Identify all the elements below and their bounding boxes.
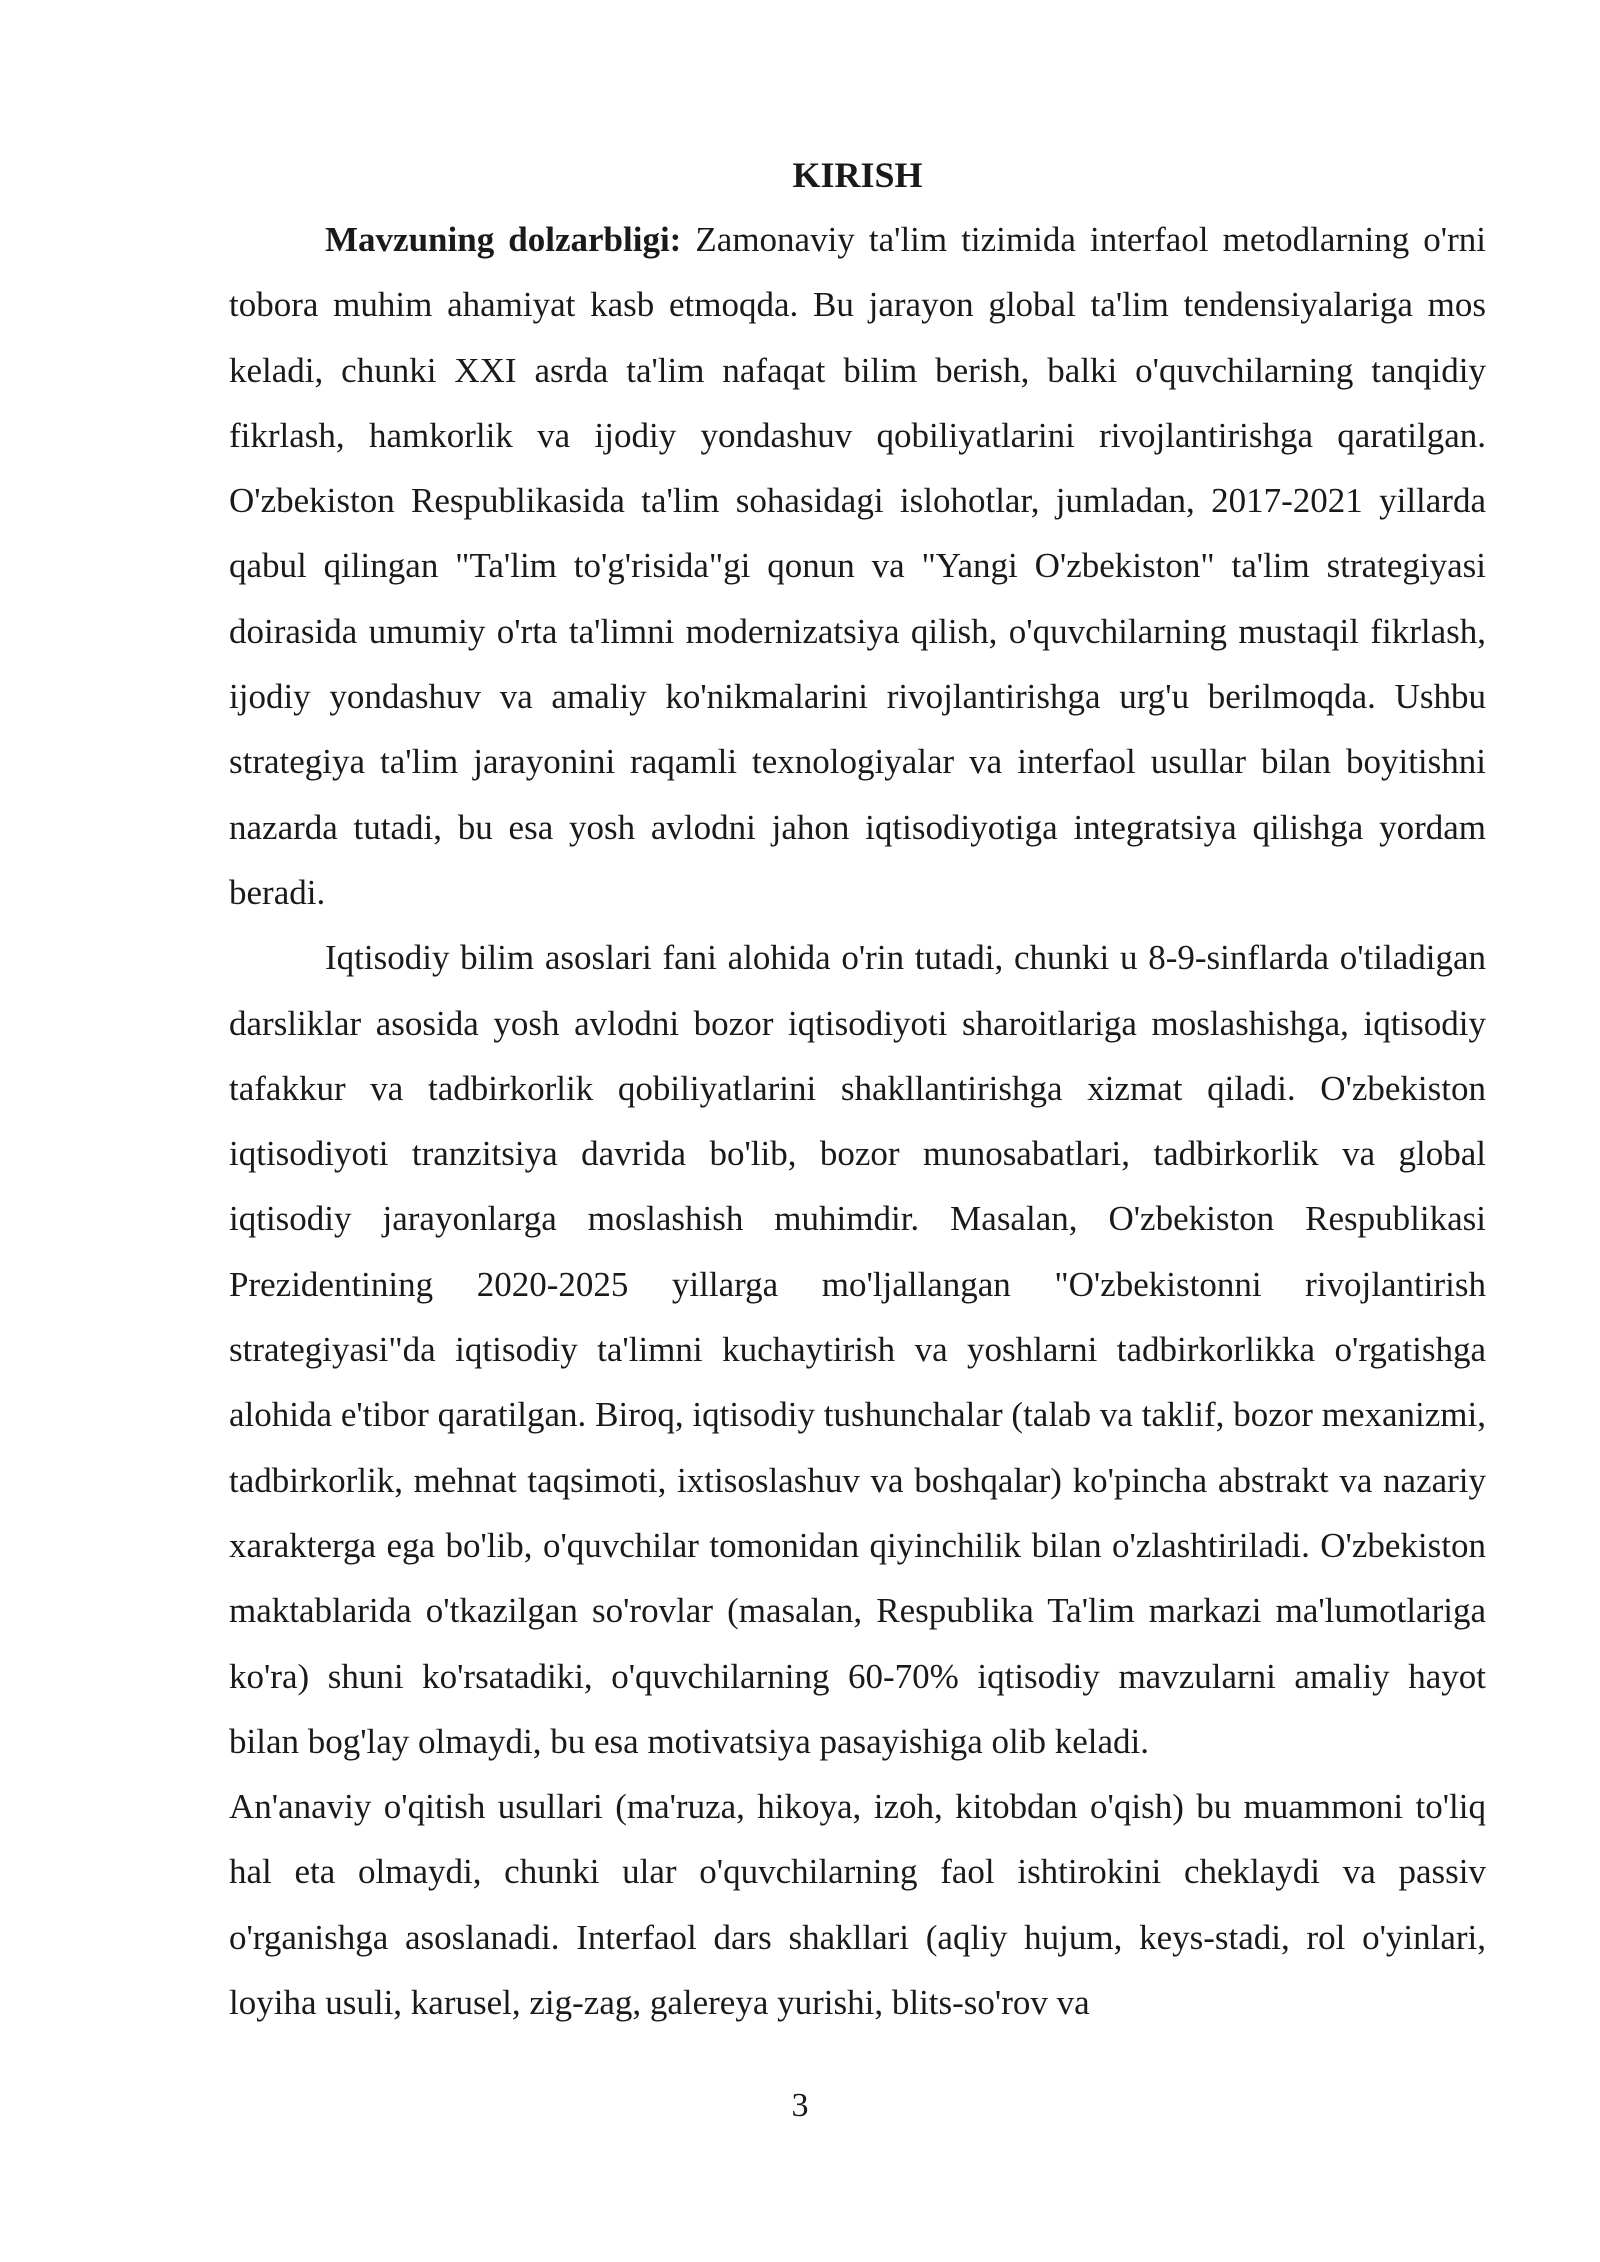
- paragraph-traditional-methods: An'anaviy o'qitish usullari (ma'ruza, hikoya, izoh, kitobdan o'qish) bu muammoni to'liq hal eta olmaydi, chunki ular o'quvchilarning faol ishtirokini cheklaydi va passiv o'rganishga asoslanadi. Interfaol dars shakllari (aqliy hujum, keys-stadi, rol o'yinlari, loyiha usuli, karusel, zig-zag, galereya yurishi, blits-so'rov va: [229, 1787, 1486, 2023]
- page-body: [229, 148, 1486, 2035]
- paragraph-economics: Iqtisodiy bilim asoslari fani alohida o'rin tutadi, chunki u 8-9-sinflarda o'tiladigan darsliklar asosida yosh avlodni bozor iqtisodiyoti sharoitlariga moslashishga, iqtisodiy tafakkur va tadbirkorlik qobiliyatlarini shakllantirishga xizmat qiladi. O'zbekiston iqtisodiyoti tranzitsiya davrida bo'lib, bozor munosabatlari, tadbirkorlik va global iqtisodiy jarayonlarga moslashish muhimdir. Masalan, O'zbekiston Respublikasi Prezidentining 2020-2025 yillarga mo'ljallangan "O'zbekistonni rivojlantirish strategiyasi"da iqtisodiy ta'limni kuchaytirish va yoshlarni tadbirkorlikka o'rgatishga alohida e'tibor qaratilgan. Biroq, iqtisodiy tushunchalar (talab va taklif, bozor mexanizmi, tadbirkorlik, mehnat taqsimoti, ixtisoslashuv va boshqalar) ko'pincha abstrakt va nazariy xarakterga ega bo'lib, o'quvchilar tomonidan qiyinchilik bilan o'zlashtiriladi. O'zbekiston maktablarida o'tkazilgan so'rovlar (masalan, Respublika Ta'lim markazi ma'lumotlariga ko'ra) shuni ko'rsatadiki, o'quvchilarning 60-70% iqtisodiy mavzularni amaliy hayot bilan bog'lay olmaydi, bu esa motivatsiya pasayishiga olib keladi.: [229, 938, 1486, 1761]
- paragraph-text: Zamonaviy ta'lim tizimida interfaol metodlarning o'rni tobora muhim ahamiyat kasb etmoqda. Bu jarayon global ta'lim tendensiyalariga mos keladi, chunki XXI asrda ta'lim nafaqat bilim berish, balki o'quvchilarning tanqidiy fikrlash, hamkorlik va ijodiy yondashuv qobiliyatlarini rivojlantirishga qaratilgan. O'zbekiston Respublikasida ta'lim sohasidagi islohotlar, jumladan, 2017-2021 yillarda qabul qilingan "Ta'lim to'g'risida"gi qonun va "Yangi O'zbekiston" ta'lim strategiyasi doirasida umumiy o'rta ta'limni modernizatsiya qilish, o'quvchilarning mustaqil fikrlash, ijodiy yondashuv va amaliy ko'nikmalarini rivojlantirishga urg'u berilmoqda. Ushbu strategiya ta'lim jarayonini raqamli texnologiyalar va interfaol usullar bilan boyitishni nazarda tutadi, bu esa yosh avlodni jahon iqtisodiyotiga integratsiya qilishga yordam beradi.: [229, 220, 1486, 912]
- page-number: 3: [791, 2087, 809, 2124]
- paragraph-lead: Mavzuning dolzarbligi:: [325, 220, 682, 259]
- section-heading: KIRISH: [792, 155, 923, 195]
- paragraph-relevance: [229, 207, 1486, 925]
